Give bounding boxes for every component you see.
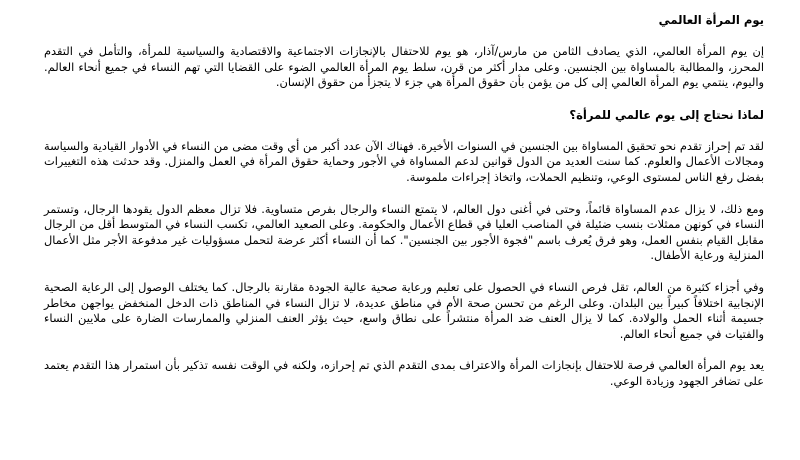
body-paragraph-4: يعد يوم المرأة العالمي فرصة للاحتفال بإنجازات المرأة والاعتراف بمدى التقدم الذي تم إحرازه، ولكنه في الوقت نفسه تذكير بأن استمرار هذا التقدم يعتمد على تضافر الجهود وزيادة الوعي.	[44, 358, 764, 388]
body-paragraph-2: ومع ذلك، لا يزال عدم المساواة قائماً، وحتى في أغنى دول العالم، لا يتمتع النساء والرجال بفرص متساوية. فلا تزال معظم الدول يقودها الرجال، وتستمر النساء في كونهن ممثلات بنسب ضئيلة في المناصب العليا في قطاع الأعمال والحكومة. وعلى الصعيد العالمي، تكسب النساء في المتوسط أقل من الرجال مقابل القيام بنفس العمل، وهو فرق يُعرف باسم "فجوة الأجور بين الجنسين". كما أن النساء أكثر عرضة لتحمل مسؤوليات غير مدفوعة الأجر مثل الأعمال المنزلية ورعاية الأطفال.	[44, 201, 764, 263]
document-title: يوم المرأة العالمي	[658, 13, 764, 27]
intro-paragraph: إن يوم المرأة العالمي، الذي يصادف الثامن من مارس/آذار، هو يوم للاحتفال بالإنجازات الاجتماعية والاقتصادية والسياسية للمرأة، والتأمل في التقدم المحرز، والمطالبة بالمساواة بين الجنسين. وعلى مدار أكثر من قرن، سلط يوم المرأة العالمي الضوء على القضايا التي تهم النساء في جميع أنحاء العالم. واليوم، ينتمي يوم المرأة العالمي إلى كل من يؤمن بأن حقوق المرأة هي جزء لا يتجزأ من حقوق الإنسان.	[44, 44, 764, 90]
section-heading: لماذا نحتاج إلى يوم عالمي للمرأة؟	[569, 107, 764, 122]
body-paragraph-3: وفي أجزاء كثيرة من العالم، تقل فرص النساء في الحصول على تعليم ورعاية صحية عالية الجودة مقارنة بالرجال. كما يختلف الوصول إلى الرعاية الصحية الإنجابية اختلافاً كبيراً بين البلدان. وعلى الرغم من تحسن صحة الأم في مناطق عديدة، لا تزال النساء في المناطق ذات الدخل المنخفض يواجهن مخاطر جسيمة أثناء الحمل والولادة. كما لا يزال العنف ضد المرأة منتشراً على نطاق واسع، حيث يؤثر العنف المنزلي والممارسات الضارة على ملايين النساء والفتيات في جميع أنحاء العالم.	[44, 279, 764, 341]
body-paragraph-1: لقد تم إحراز تقدم نحو تحقيق المساواة بين الجنسين في السنوات الأخيرة. فهناك الآن عدد أكبر من أي وقت مضى من النساء في الأدوار القيادية والسياسة ومجالات الأعمال والعلوم. كما سنت العديد من الدول قوانين لدعم المساواة في الأجور وحماية حقوق المرأة في العمل والمنزل. وقد حدثت هذه التغييرات بفضل رفع الناس لمستوى الوعي، وتنظيم الحملات، واتخاذ إجراءات ملموسة.	[44, 138, 764, 184]
document-body	[44, 12, 764, 390]
